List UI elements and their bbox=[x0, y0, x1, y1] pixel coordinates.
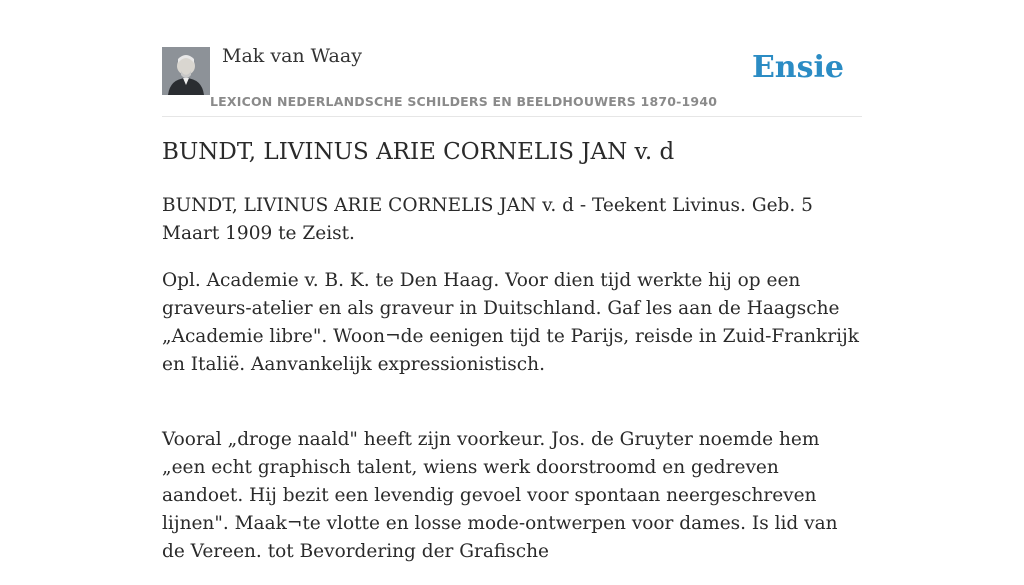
article-paragraph: Opl. Academie v. B. K. te Den Haag. Voor dien tijd werkte hij op een graveurs-atelier en als graveur in Duitschland. Gaf les aan de Haagsche „Academie libre". Woon¬de eenigen tijd te Parijs, reisde in Zuid-Frankrijk en Italië. Aanvankelijk expressionistisch. bbox=[162, 270, 859, 375]
article-header bbox=[162, 0, 862, 117]
ensie-logo[interactable]: Ensie bbox=[751, 50, 844, 85]
article-paragraph: BUNDT, LIVINUS ARIE CORNELIS JAN v. d - Teekent Livinus. Geb. 5 Maart 1909 te Zeist. bbox=[162, 195, 813, 244]
article-container bbox=[162, 0, 862, 562]
source-lexicon-title[interactable]: LEXICON NEDERLANDSCHE SCHILDERS EN BEELDHOUWERS 1870-1940 bbox=[210, 94, 718, 109]
author-portrait-icon bbox=[162, 47, 210, 95]
page-title: BUNDT, LIVINUS ARIE CORNELIS JAN v. d bbox=[162, 139, 675, 165]
article-body bbox=[162, 192, 862, 585]
author-name[interactable]: Mak van Waay bbox=[222, 45, 362, 67]
article-paragraph: Vooral „droge naald" heeft zijn voorkeur. Jos. de Gruyter noemde hem „een echt graphisch talent, wiens werk doorstroomd en gedreven aandoet. Hij bezit een levendig gevoel voor spontaan neergeschreven lijnen". Maak¬te vlotte en losse mode-ontwerpen voor dames. Is lid van de Vereen. tot Bevordering der Grafische bbox=[162, 429, 838, 562]
author-avatar[interactable] bbox=[162, 47, 210, 95]
